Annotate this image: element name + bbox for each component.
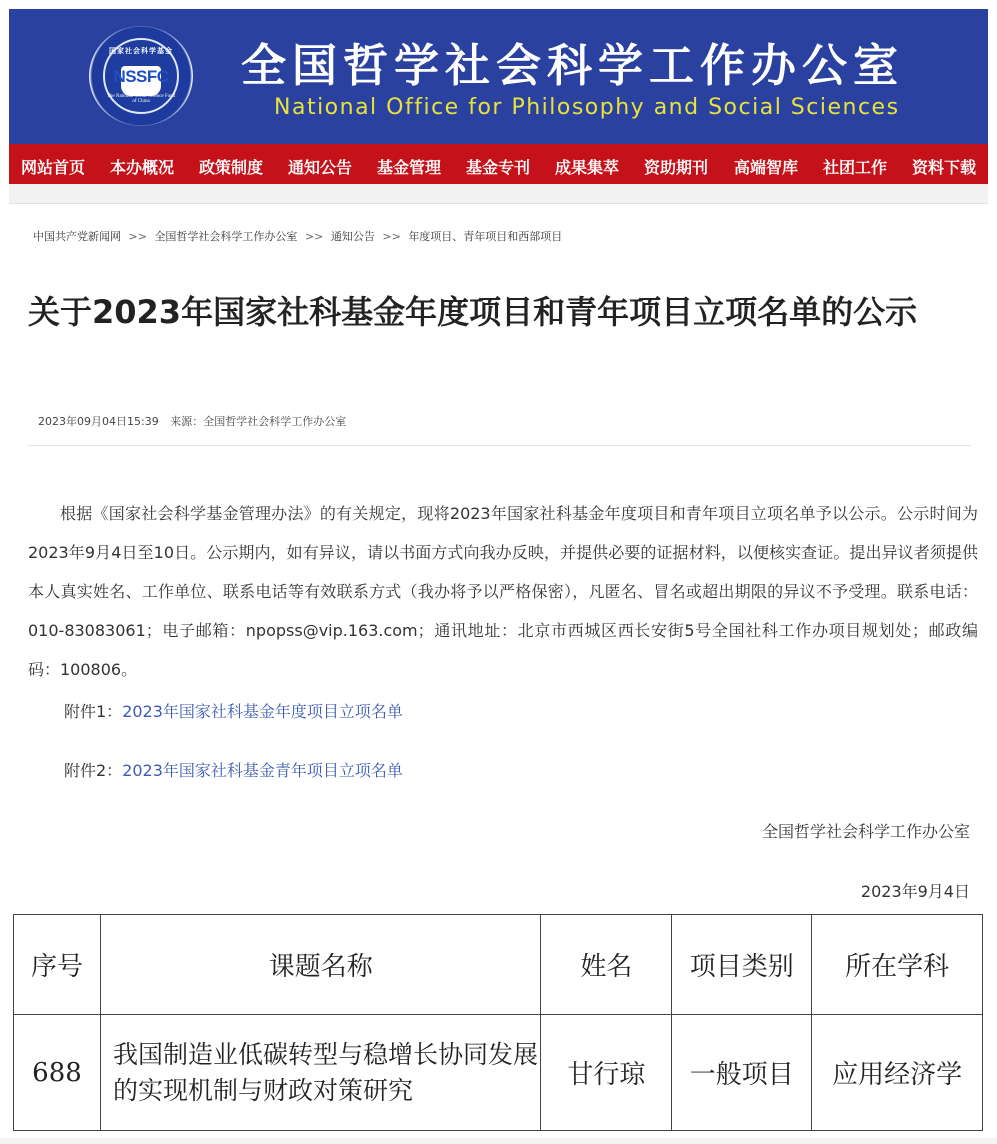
main-nav bbox=[9, 144, 988, 184]
signature-date: 2023年9月4日 bbox=[860, 882, 970, 901]
breadcrumb-item[interactable]: 年度项目、青年项目和西部项目 bbox=[408, 230, 563, 243]
breadcrumb bbox=[33, 228, 562, 244]
article-title: 关于2023年国家社科基金年度项目和青年项目立项名单的公示 bbox=[28, 293, 918, 331]
site-title-chinese: 全国哲学社会科学工作办公室 bbox=[241, 39, 905, 92]
nav-item-fund-mgmt[interactable]: 基金管理 bbox=[377, 158, 442, 177]
nav-item-societies[interactable]: 社团工作 bbox=[823, 158, 888, 177]
nav-item-about[interactable]: 本办概况 bbox=[110, 158, 175, 177]
cell-no: 688 bbox=[14, 1015, 101, 1131]
logo-english-text: The National Social Science Fund of China bbox=[106, 94, 176, 104]
site-banner bbox=[9, 9, 988, 144]
attachment-1 bbox=[64, 699, 403, 722]
nav-item-fund-journal[interactable]: 基金专刊 bbox=[466, 158, 531, 177]
nssfc-logo[interactable] bbox=[89, 26, 193, 126]
breadcrumb-separator: >> bbox=[304, 230, 324, 243]
header-discipline: 所在学科 bbox=[812, 915, 983, 1015]
article-body: 根据《国家社会科学基金管理办法》的有关规定，现将2023年国家社科基金年度项目和青年项目立项名单予以公示。公示时间为2023年9月4日至10日。公示期内，如有异议，请以书面方式向我办反映，并提供必要的证据材料，以便核实查证。提出异议者须提供本人真实姓名、工作单位、联系电话等有效联系方式（我办将予以严格保密），凡匿名、冒名或超出期限的异议不予受理。联系电话：010-83083061；电子邮箱：npopss@vip.163.com；通讯地址：北京市西城区西长安街5号全国社科工作办项目规划处；邮政编码：100806。 bbox=[28, 504, 978, 679]
nav-item-downloads[interactable]: 资料下载 bbox=[912, 158, 977, 177]
breadcrumb-separator: >> bbox=[382, 230, 401, 243]
signature-org: 全国哲学社会科学工作办公室 bbox=[761, 822, 970, 841]
attachment-prefix: 附件1： bbox=[64, 702, 123, 721]
breadcrumb-item[interactable]: 全国哲学社会科学工作办公室 bbox=[154, 230, 298, 243]
publish-datetime: 2023年09月04日15:39 bbox=[38, 415, 159, 428]
attachment-link[interactable]: 2023年国家社科基金青年项目立项名单 bbox=[122, 761, 403, 780]
nav-item-think-tank[interactable]: 高端智库 bbox=[734, 158, 799, 177]
attachment-link[interactable]: 2023年国家社科基金年度项目立项名单 bbox=[122, 702, 403, 721]
attachment-prefix: 附件2： bbox=[64, 761, 123, 780]
divider bbox=[28, 445, 971, 446]
table-header-row bbox=[14, 915, 983, 1015]
logo-abbreviation: NSSFC bbox=[113, 67, 169, 86]
nav-item-home[interactable]: 网站首页 bbox=[21, 158, 86, 177]
project-table bbox=[13, 914, 983, 1131]
header-name: 姓名 bbox=[541, 915, 672, 1015]
breadcrumb-item[interactable]: 通知公告 bbox=[330, 230, 375, 243]
logo-emblem bbox=[103, 38, 179, 114]
subnav-strip bbox=[9, 184, 988, 204]
nav-item-policy[interactable]: 政策制度 bbox=[199, 158, 264, 177]
cell-title: 我国制造业低碳转型与稳增长协同发展的实现机制与财政对策研究 bbox=[100, 1015, 540, 1131]
nav-item-notices[interactable]: 通知公告 bbox=[288, 158, 353, 177]
site-title-english: National Office for Philosophy and Social Sciences bbox=[274, 95, 900, 120]
breadcrumb-separator: >> bbox=[128, 230, 147, 243]
header-title: 课题名称 bbox=[100, 915, 540, 1015]
header-no: 序号 bbox=[14, 915, 101, 1015]
table-row bbox=[14, 1015, 983, 1131]
breadcrumb-item[interactable]: 中国共产党新闻网 bbox=[33, 230, 121, 243]
article-meta bbox=[38, 413, 346, 429]
cell-category: 一般项目 bbox=[672, 1015, 812, 1131]
page-bottom-strip bbox=[0, 1138, 997, 1144]
cell-name: 甘行琼 bbox=[541, 1015, 672, 1131]
nav-item-journals[interactable]: 资助期刊 bbox=[644, 158, 709, 177]
logo-ring-text: 国家社会科学基金 bbox=[109, 47, 173, 55]
attachment-2 bbox=[64, 758, 403, 781]
source-name: 全国哲学社会科学工作办公室 bbox=[203, 415, 347, 428]
header-category: 项目类别 bbox=[672, 915, 812, 1015]
cell-discipline: 应用经济学 bbox=[812, 1015, 983, 1131]
source-label: 来源： bbox=[170, 415, 204, 428]
nav-item-achievements[interactable]: 成果集萃 bbox=[555, 158, 620, 177]
